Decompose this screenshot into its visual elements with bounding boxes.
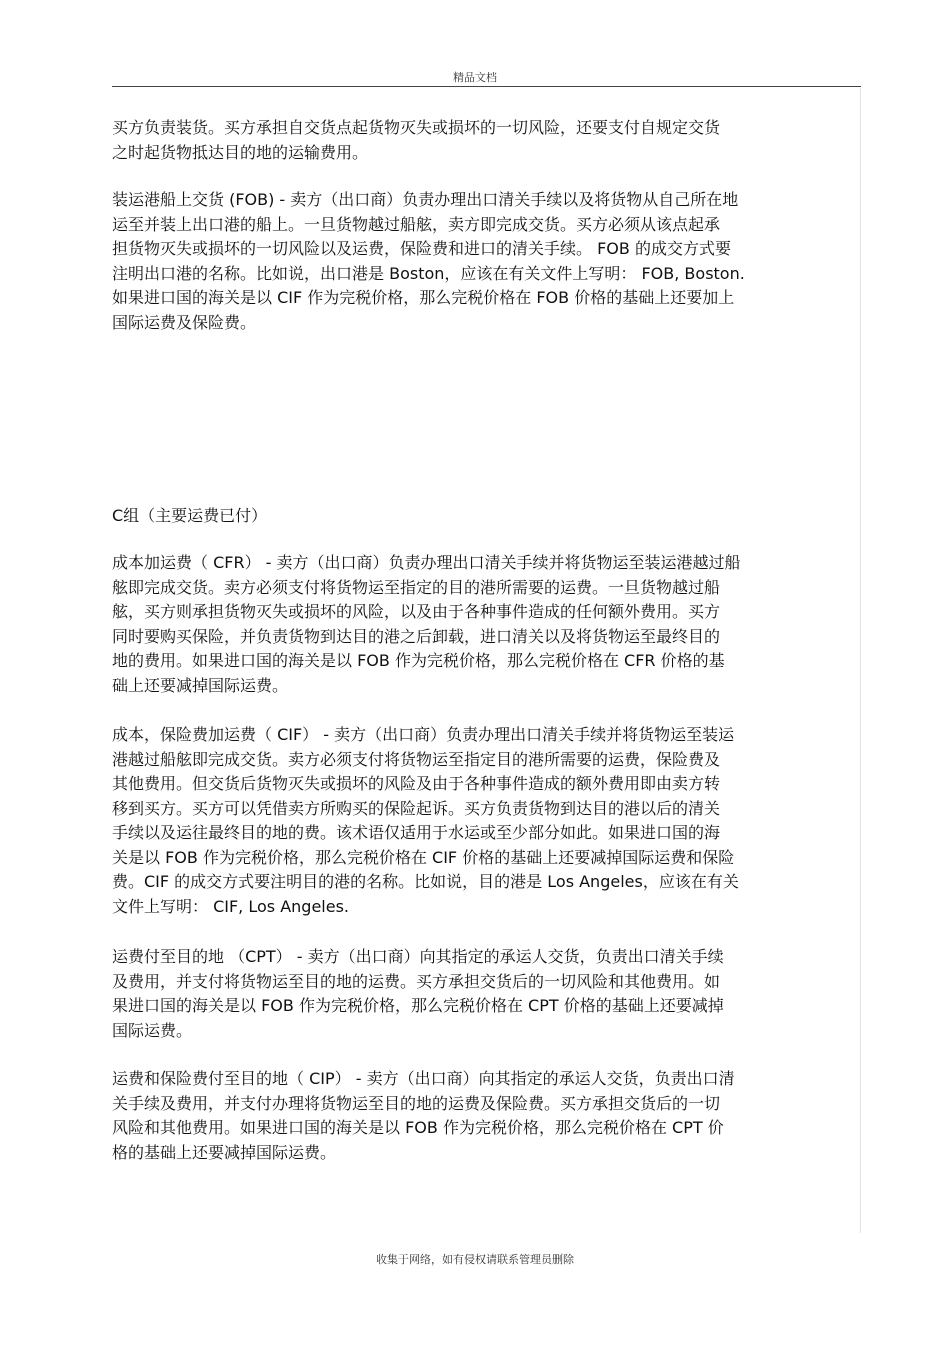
text-line: 买方负责装货。买方承担自交货点起货物灭失或损坏的一切风险，还要支付自规定交货 [112,118,721,137]
header-divider [112,86,861,87]
text-line: 如果进口国的海关是以 CIF 作为完税价格，那么完税价格在 FOB 价格的基础上还要加上 [112,288,735,307]
paragraph-fob [112,188,852,335]
page-footer-label: 收集于网络，如有侵权请联系管理员删除 [376,1253,574,1266]
section-heading-group-c [112,504,852,529]
paragraph-cip [112,1067,852,1165]
text-line: 果进口国的海关是以 FOB 作为完税价格，那么完税价格在 CPT 价格的基础上还要减掉 [112,996,724,1015]
text-line: 及费用，并支付将货物运至目的地的运费。买方承担交货后的一切风险和其他费用。如 [112,971,721,991]
text-line: 费。CIF 的成交方式要注明目的港的名称。比如说，目的港是 Los Angeles，应该在有关 [112,872,739,891]
text-line: 格的基础上还要减掉国际运费。 [112,1142,337,1162]
text-line: 舷，买方则承担货物灭失或损坏的风险，以及由于各种事件造成的任何额外费用。买方 [112,602,721,621]
paragraph-cfr [112,551,852,698]
text-line: 担货物灭失或损坏的一切风险以及运费，保险费和进口的清关手续。 FOB 的成交方式要 [112,239,731,258]
text-line: 地的费用。如果进口国的海关是以 FOB 作为完税价格，那么完税价格在 CFR 价格的基 [112,651,725,670]
text-line: 同时要购买保险，并负责货物到达目的港之后卸载，进口清关以及将货物运至最终目的 [112,626,721,646]
text-line: 之时起货物抵达目的地的运输费用。 [112,142,369,162]
text-line: 注明出口港的名称。比如说，出口港是 Boston，应该在有关文件上写明： FOB, Boston. [112,263,745,283]
text-line: 手续以及运往最终目的地的费。该术语仅适用于水运或至少部分如此。如果进口国的海 [112,823,721,842]
text-line: 港越过船舷即完成交货。卖方必须支付将货物运至指定目的港所需要的运费，保险费及 [112,749,721,769]
text-line: 运费付至目的地 （CPT） - 卖方（出口商）向其指定的承运人交货，负责出口清关手续 [112,947,724,966]
text-line: 国际运费及保险费。 [112,312,257,332]
text-line: 关是以 FOB 作为完税价格，那么完税价格在 CIF 价格的基础上还要减掉国际运费和保险 [112,847,735,867]
paragraph-buyer-loading [112,116,852,165]
text-line: 风险和其他费用。如果进口国的海关是以 FOB 作为完税价格，那么完税价格在 CPT 价 [112,1118,724,1137]
text-line: 成本加运费（ CFR） - 卖方（出口商）负责办理出口清关手续并将货物运至装运港越过船 [112,553,741,572]
paragraph-cpt [112,945,852,1043]
paragraph-cif [112,723,852,919]
text-line: 移到买方。买方可以凭借卖方所购买的保险起诉。买方负责货物到达目的港以后的清关 [112,798,721,818]
text-line: 运费和保险费付至目的地（ CIP） - 卖方（出口商）向其指定的承运人交货，负责出口清 [112,1069,735,1088]
text-line: 文件上写明： CIF, Los Angeles. [112,896,349,916]
right-margin-rule [860,88,861,1233]
section-heading: C组（主要运费已付） [112,506,268,525]
text-line: 运至并装上出口港的船上。一旦货物越过船舷，卖方即完成交货。买方必须从该点起承 [112,214,721,234]
text-line: 关手续及费用，并支付办理将货物运至目的地的运费及保险费。买方承担交货后的一切 [112,1093,721,1113]
text-line: 其他费用。但交货后货物灭失或损坏的风险及由于各种事件造成的额外费用即由卖方转 [112,774,721,793]
text-line: 舷即完成交货。卖方必须支付将货物运至指定的目的港所需要的运费。一旦货物越过船 [112,577,721,597]
text-line: 国际运费。 [112,1020,193,1040]
page-header-label: 精品文档 [453,71,497,84]
text-line: 成本，保险费加运费（ CIF） - 卖方（出口商）负责办理出口清关手续并将货物运至装运 [112,725,735,744]
text-line: 装运港船上交货 (FOB) - 卖方（出口商）负责办理出口清关手续以及将货物从自己所在地 [112,190,739,209]
text-line: 础上还要减掉国际运费。 [112,675,289,695]
